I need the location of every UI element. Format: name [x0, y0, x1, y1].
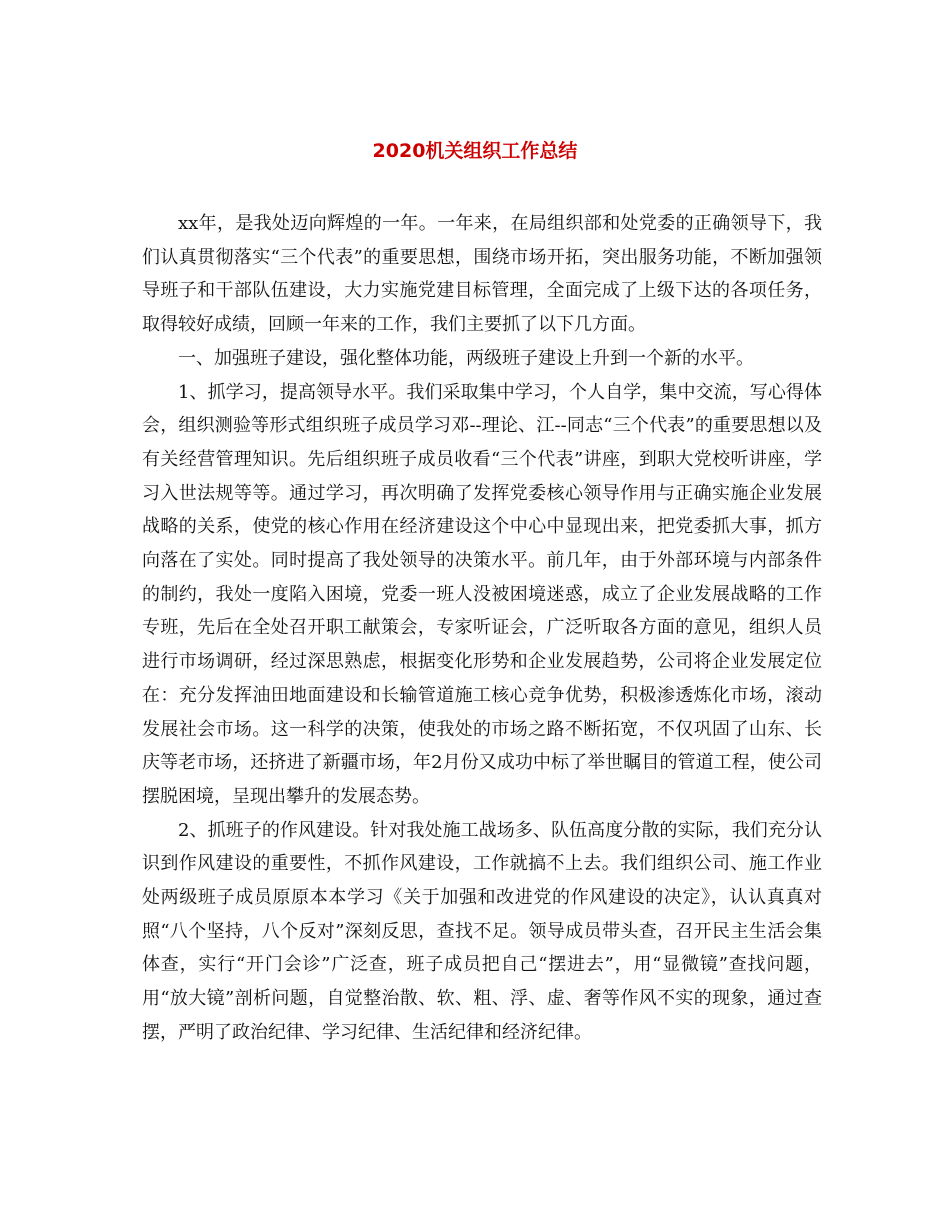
- paragraph-work-style: 2、抓班子的作风建设。针对我处施工战场多、队伍高度分散的实际，我们充分认识到作风建设的重要性，不抓作风建设，工作就搞不上去。我们组织公司、施工作业处两级班子成员原原本本学习《关于加强和改进党的作风建设的决定》，认认真真对照“八个坚持，八个反对”深刻反思，查找不足。领导成员带头查，召开民主生活会集体查，实行“开门会诊”广泛查，班子成员把自己“摆进去”，用“显微镜”查找问题，用“放大镜”剖析问题，自觉整治散、软、粗、浮、虚、奢等作风不实的现象，通过查摆，严明了政治纪律、学习纪律、生活纪律和经济纪律。: [142, 819, 822, 1043]
- paragraph-study-leadership: 1、抓学习，提高领导水平。我们采取集中学习，个人自学，集中交流，写心得体会，组织测验等形式组织班子成员学习邓--理论、江--同志“三个代表”的重要思想以及有关经营管理知识。先后组织班子成员收看“三个代表”讲座，到职大党校听讲座，学习入世法规等等。通过学习，再次明确了发挥党委核心领导作用与正确实施企业发展战略的关系，使党的核心作用在经济建设这个中心中显现出来，把党委抓大事，抓方向落在了实处。同时提高了我处领导的决策水平。前几年，由于外部环境与内部条件的制约，我处一度陷入困境，党委一班人没被困境迷惑，成立了企业发展战略的工作专班，先后在全处召开职工献策会，专家听证会，广泛听取各方面的意见，组织人员进行市场调研，经过深思熟虑，根据变化形势和企业发展趋势，公司将企业发展定位在：充分发挥油田地面建设和长输管道施工核心竞争优势，积极渗透炼化市场，滚动发展社会市场。这一科学的决策，使我处的市场之路不断拓宽，不仅巩固了山东、长庆等老市场，还挤进了新疆市场，年2月份又成功中标了举世瞩目的管道工程，使公司摆脱困境，呈现出攀升的发展态势。: [142, 381, 822, 807]
- paragraph-section-heading-1: 一、加强班子建设，强化整体功能，两级班子建设上升到一个新的水平。: [178, 347, 754, 369]
- document-body: [142, 207, 822, 1050]
- document-title: 2020机关组织工作总结: [372, 140, 578, 162]
- paragraph-intro: xx年，是我处迈向辉煌的一年。一年来，在局组织部和处党委的正确领导下，我们认真贯彻落实“三个代表”的重要思想，围绕市场开拓，突出服务功能，不断加强领导班子和干部队伍建设，大力实施党建目标管理，全面完成了上级下达的各项任务，取得较好成绩，回顾一年来的工作，我们主要抓了以下几方面。: [142, 213, 822, 336]
